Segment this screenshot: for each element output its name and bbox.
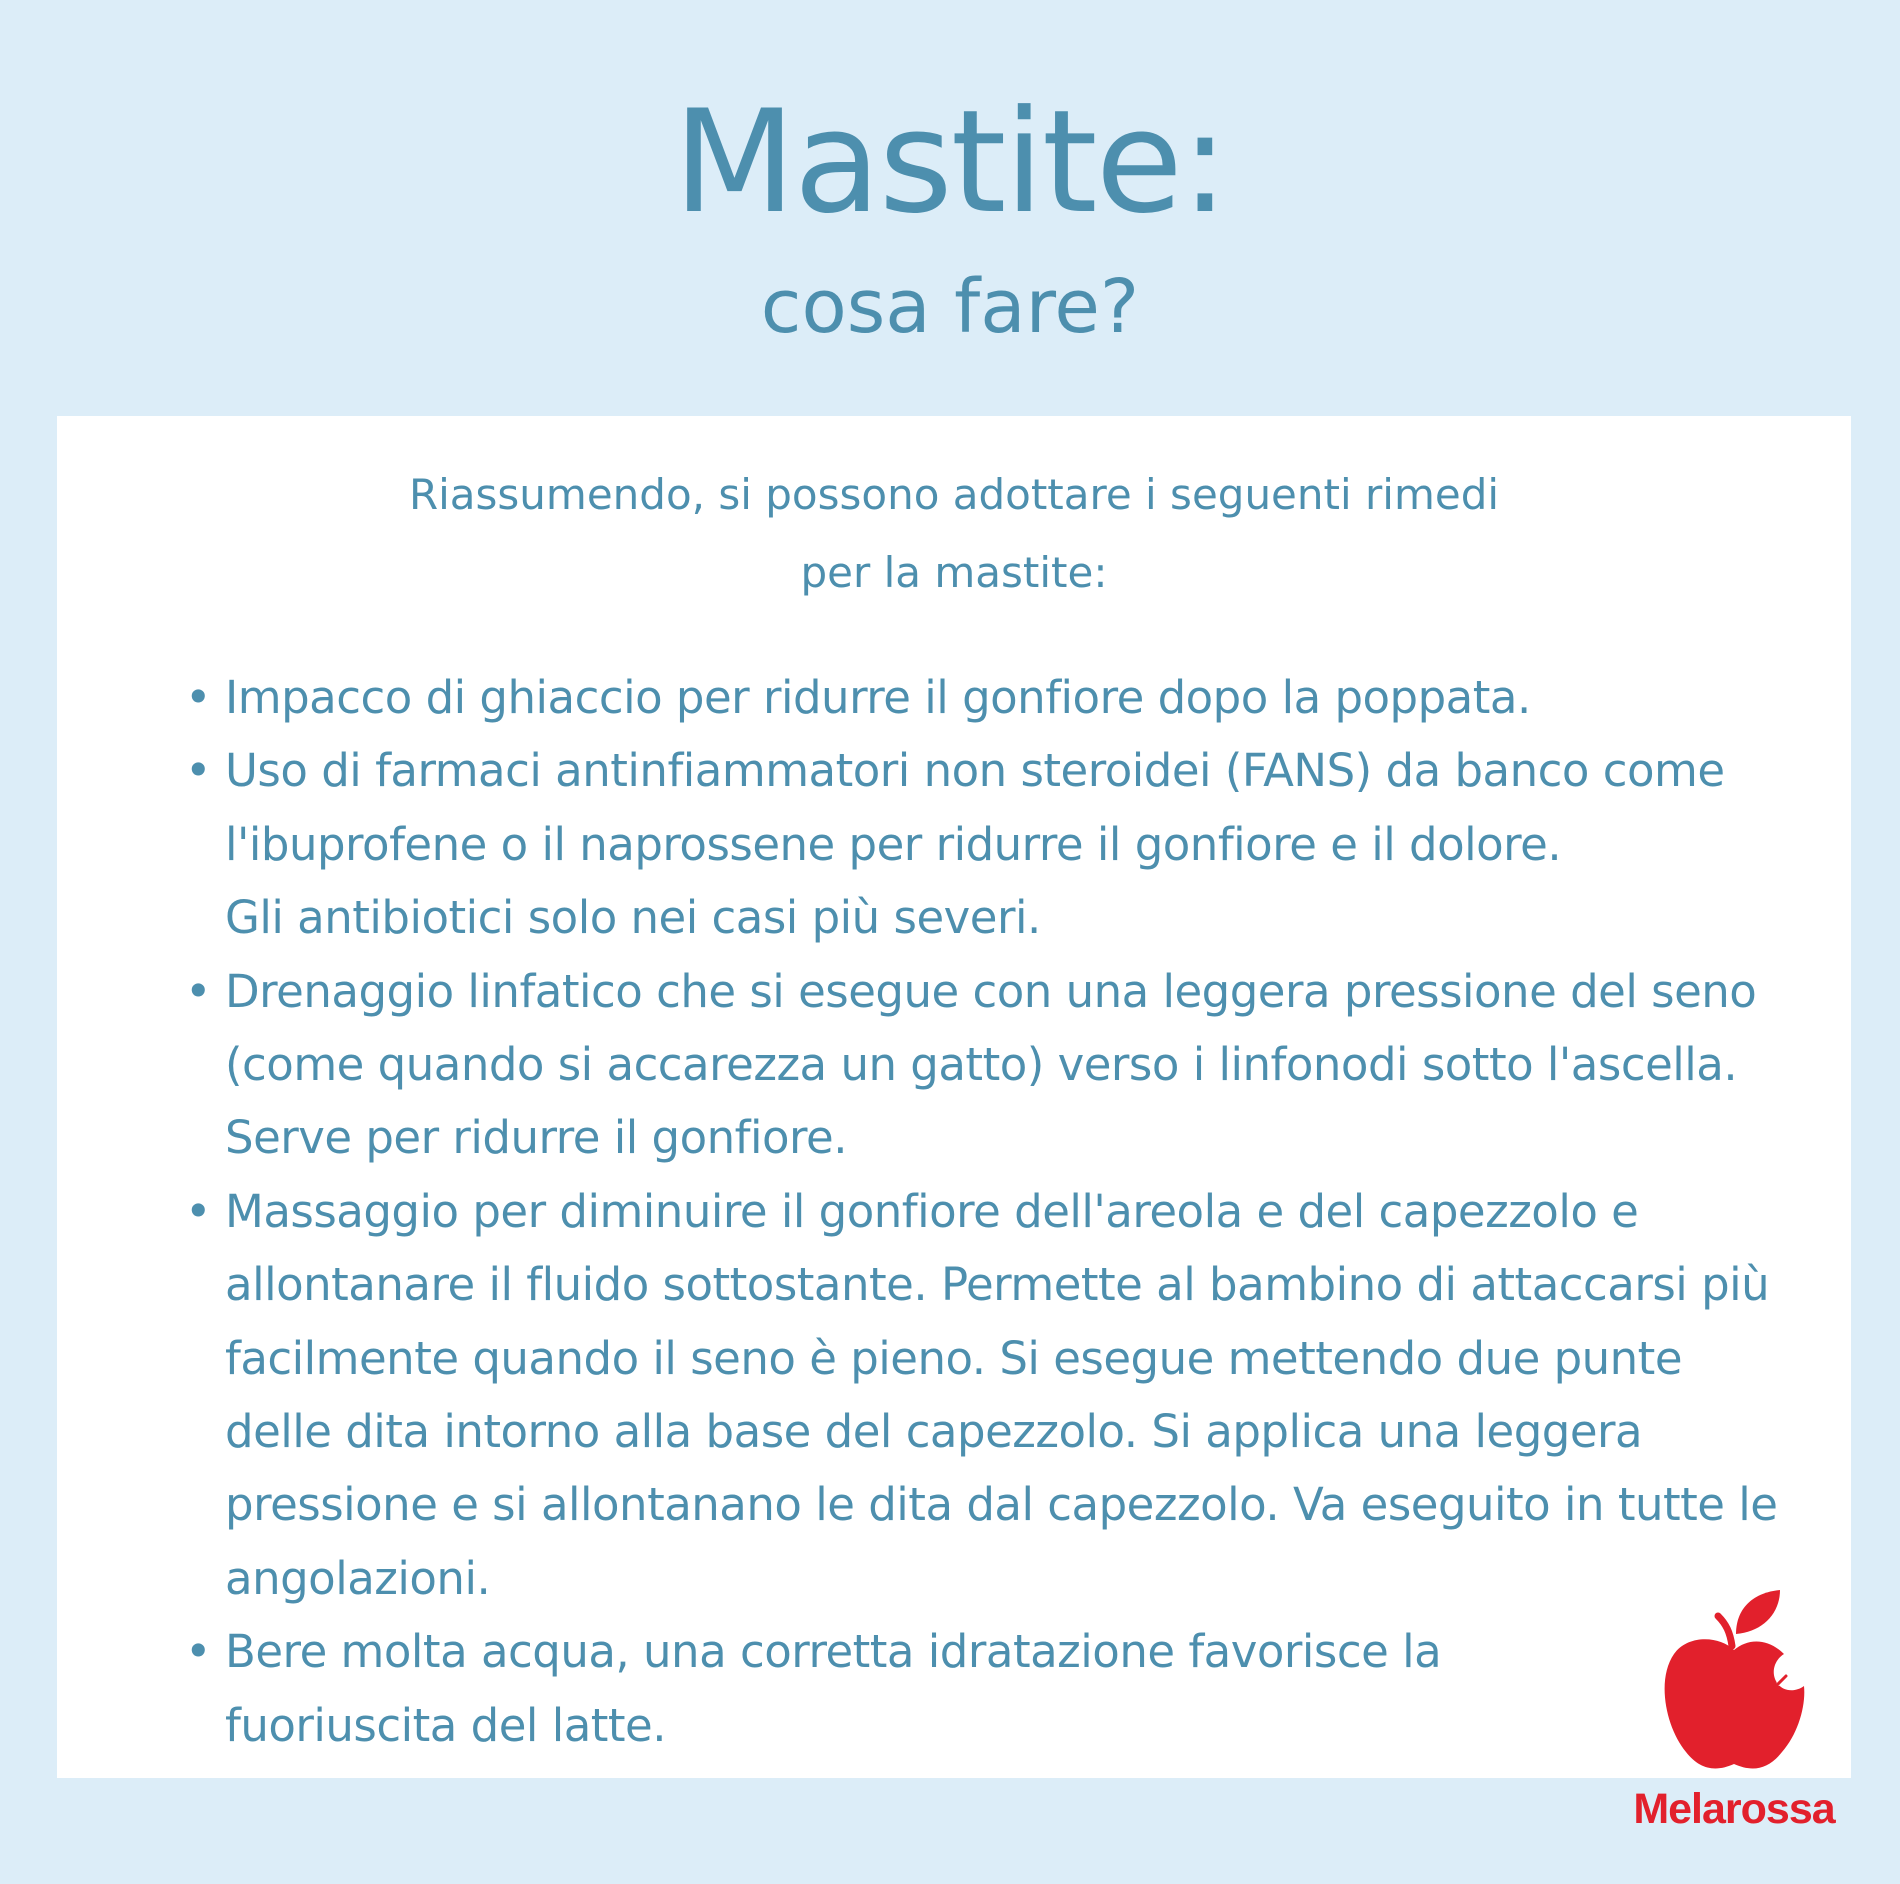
list-item-line: l'ibuprofene o il naprossene per ridurre il gonfiore e il dolore. [225, 817, 1562, 871]
intro-line: per la mastite: [800, 548, 1108, 597]
bullet: • [185, 671, 212, 724]
list-item-line: Impacco di ghiaccio per ridurre il gonfiore dopo la poppata. [225, 671, 1531, 724]
list-item-line: fuoriuscita del latte. [225, 1698, 667, 1752]
list-item-line: delle dita intorno alla base del capezzolo. Si applica una leggera [225, 1405, 1643, 1459]
intro-line: Riassumendo, si possono adottare i seguenti rimedi [408, 470, 1500, 519]
intro-text [57, 456, 1851, 612]
list-item-line: allontanare il fluido sottostante. Permette al bambino di attaccarsi più [225, 1258, 1770, 1312]
bullet: • [185, 964, 212, 1018]
list-item-line: angolazioni. [225, 1551, 491, 1605]
list-item [167, 955, 1807, 1175]
list-item-line: Drenaggio linfatico che si esegue con una leggera pressione del seno [225, 964, 1757, 1018]
list-item-line: Gli antibiotici solo nei casi più severi. [225, 891, 1041, 945]
list-item [167, 734, 1807, 954]
list-item-line: Massaggio per diminuire il gonfiore dell'areola e del capezzolo e [225, 1184, 1639, 1238]
list-item [167, 661, 1807, 734]
list-item-line: pressione e si allontanano le dita dal capezzolo. Va eseguito in tutte le [225, 1478, 1778, 1532]
apple-icon [1660, 1588, 1808, 1778]
list-item-line: Uso di farmaci antinfiammatori non steroidei (FANS) da banco come [225, 744, 1725, 798]
bullet: • [185, 744, 212, 798]
list-item-line: (come quando si accarezza un gatto) verso i linfonodi sotto l'ascella. [225, 1038, 1738, 1092]
page-subtitle: cosa fare? [760, 264, 1140, 350]
list-item-line: Serve per ridurre il gonfiore. [225, 1111, 848, 1165]
remedies-list [167, 661, 1807, 1762]
list-item [167, 1615, 1807, 1762]
list-item-line: facilmente quando il seno è pieno. Si esegue mettendo due punte [225, 1331, 1683, 1385]
brand-logo [1614, 1588, 1854, 1848]
bullet: • [185, 1184, 212, 1238]
content-card [57, 416, 1851, 1778]
brand-name: Melarossa [1633, 1785, 1835, 1833]
list-item-line: Bere molta acqua, una corretta idratazione favorisce la [225, 1625, 1442, 1679]
bullet: • [185, 1625, 212, 1679]
page-title: Mastite: [673, 80, 1227, 245]
list-item [167, 1175, 1807, 1615]
